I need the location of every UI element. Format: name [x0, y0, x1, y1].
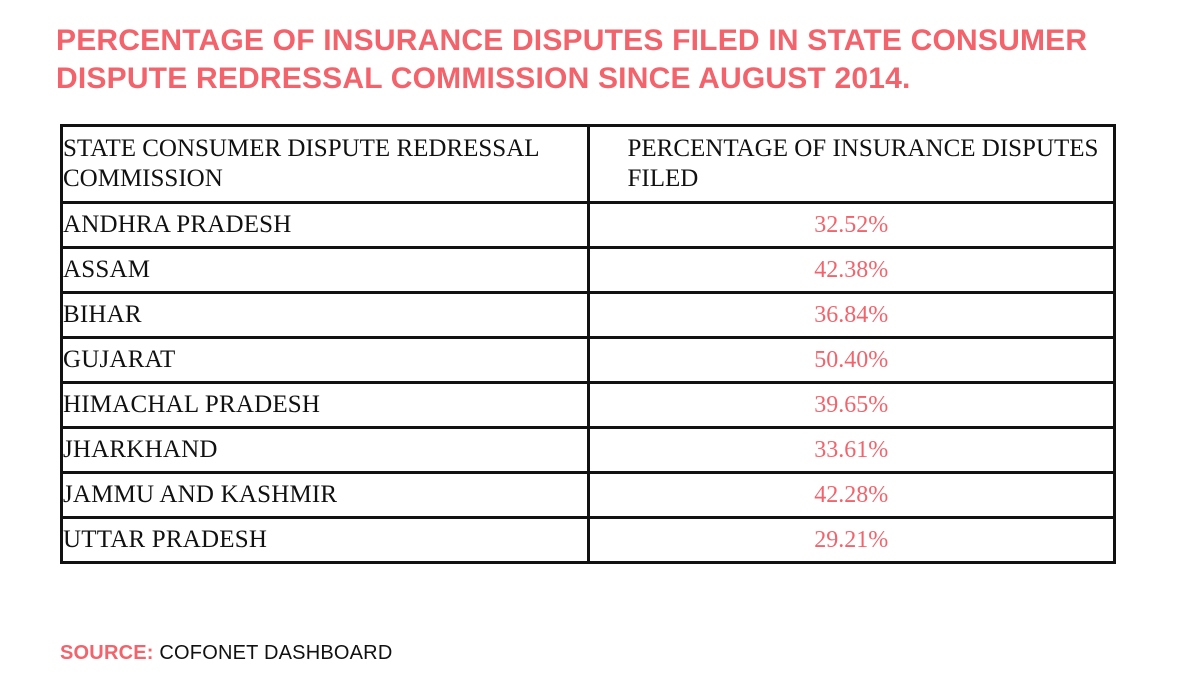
- table-body: [62, 203, 1115, 563]
- cell-percentage: 33.61%: [588, 428, 1115, 473]
- cell-state: HIMACHAL PRADESH: [62, 383, 589, 428]
- table-row: [62, 338, 1115, 383]
- source-label: SOURCE:: [60, 642, 154, 664]
- cell-state: ANDHRA PRADESH: [62, 203, 589, 248]
- table-row: [62, 203, 1115, 248]
- table-row: [62, 293, 1115, 338]
- cell-state: BIHAR: [62, 293, 589, 338]
- cell-state: JHARKHAND: [62, 428, 589, 473]
- column-header-percentage: PERCENTAGE OF INSURANCE DISPUTES FILED: [588, 126, 1115, 203]
- cell-percentage: 32.52%: [588, 203, 1115, 248]
- cell-percentage: 42.28%: [588, 473, 1115, 518]
- cell-percentage: 39.65%: [588, 383, 1115, 428]
- cell-state: ASSAM: [62, 248, 589, 293]
- cell-percentage: 50.40%: [588, 338, 1115, 383]
- page-title: PERCENTAGE OF INSURANCE DISPUTES FILED IN STATE CONSUMER DISPUTE REDRESSAL COMMISSION SINCE AUGUST 2014.: [56, 24, 1088, 96]
- table-row: [62, 428, 1115, 473]
- cell-state: UTTAR PRADESH: [62, 518, 589, 563]
- source-value: COFONET DASHBOARD: [159, 642, 393, 664]
- table-header-row: [62, 126, 1115, 203]
- cell-state: GUJARAT: [62, 338, 589, 383]
- data-table-container: [60, 124, 1116, 564]
- cell-percentage: 42.38%: [588, 248, 1115, 293]
- column-header-state: STATE CONSUMER DISPUTE REDRESSAL COMMISSION: [62, 126, 589, 203]
- table-header: [62, 126, 1115, 203]
- cell-percentage: 36.84%: [588, 293, 1115, 338]
- table-row: [62, 473, 1115, 518]
- data-table: [60, 124, 1116, 564]
- cell-state: JAMMU AND KASHMIR: [62, 473, 589, 518]
- table-row: [62, 248, 1115, 293]
- table-row: [62, 518, 1115, 563]
- table-row: [62, 383, 1115, 428]
- source-note: [60, 642, 392, 665]
- cell-percentage: 29.21%: [588, 518, 1115, 563]
